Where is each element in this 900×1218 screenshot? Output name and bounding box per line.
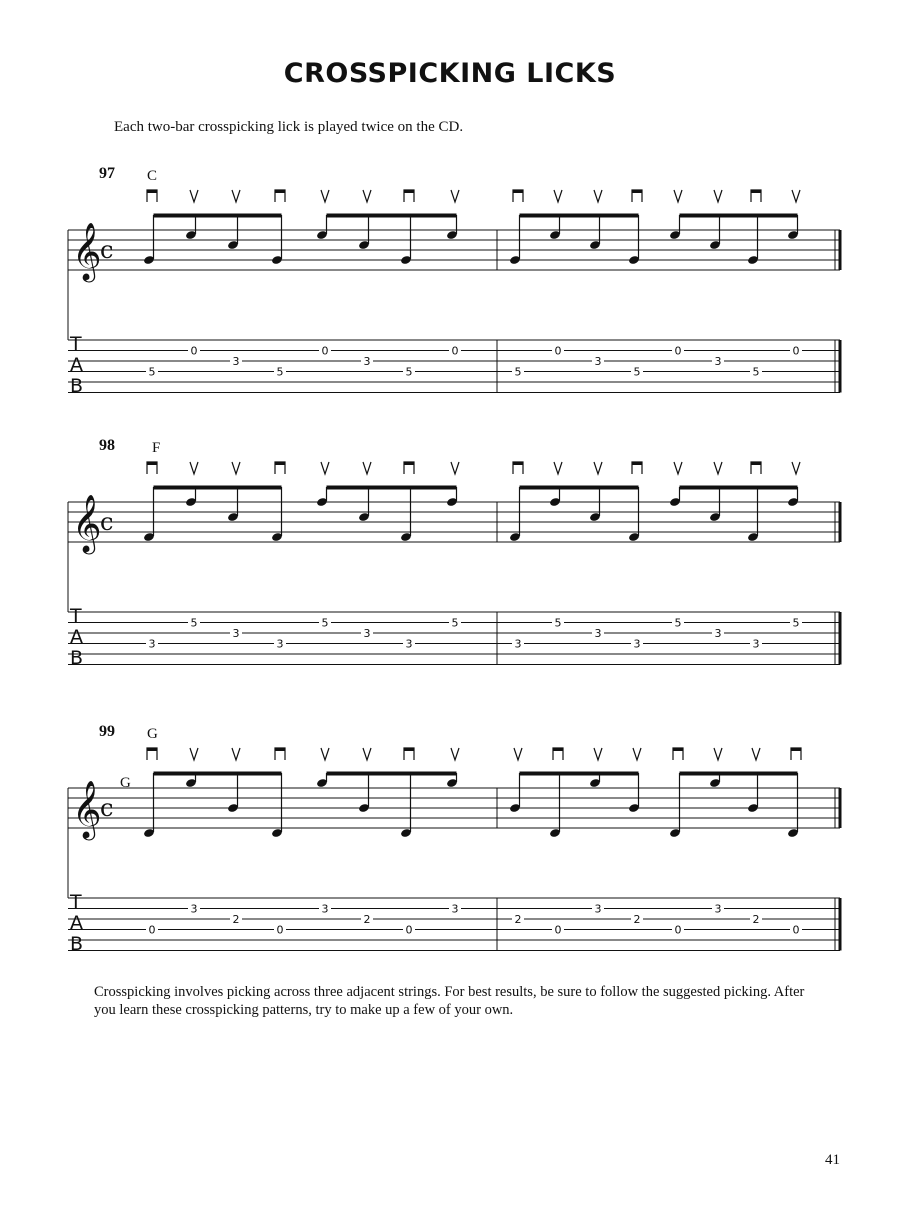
upstroke-mark [594,462,602,474]
page-title: CROSSPICKING LICKS [283,58,617,89]
treble-clef-icon: 𝄞 [72,494,102,552]
upstroke-mark [554,462,562,474]
fret-number: 0 [674,344,682,358]
fret-number: 3 [232,627,240,640]
beam [327,772,457,776]
downstroke-bar [275,462,285,465]
fret-number: 2 [363,913,371,926]
upstroke-mark [714,190,722,202]
tab-letter: B [70,647,84,669]
beam [327,214,457,218]
fret-number: 3 [752,637,760,651]
chord-symbol: C [147,168,158,184]
downstroke-bar [147,190,157,193]
fret-number: 5 [633,365,641,379]
upstroke-mark [594,190,602,202]
fret-number: 3 [321,902,329,916]
upstroke-mark [792,190,800,202]
fret-number: 5 [792,616,800,630]
fret-number: 3 [148,637,156,651]
fret-number: 3 [190,902,198,916]
fret-number: 5 [674,616,682,630]
fret-number: 3 [276,637,284,651]
downstroke-bar [404,748,414,751]
upstroke-mark [232,190,240,202]
upstroke-mark [674,190,682,202]
upstroke-mark [752,748,760,760]
beam [154,214,282,218]
lick-number: 97 [99,165,115,182]
upstroke-mark [714,748,722,760]
fret-number: 5 [148,365,156,379]
upstroke-mark [451,748,459,760]
fret-number: 0 [451,344,459,358]
notation-svg [0,718,900,963]
upstroke-mark [232,462,240,474]
beam [680,214,798,218]
downstroke-bar [147,462,157,465]
fret-number: 3 [405,637,413,651]
upstroke-mark [321,190,329,202]
downstroke-bar [751,462,761,465]
downstroke-bar [751,190,761,193]
chord-symbol-secondary: G [120,775,131,791]
beam [154,486,282,490]
downstroke-bar [404,462,414,465]
fret-number: 0 [276,923,284,937]
fret-number: 5 [276,365,284,379]
tab-letter: B [70,375,84,397]
upstroke-mark [363,462,371,474]
beam [327,486,457,490]
beam [520,772,639,776]
beam [520,214,639,218]
fret-number: 5 [554,616,562,630]
tab-letter: A [70,354,83,376]
fret-number: 3 [594,627,602,640]
fret-number: 0 [554,344,562,358]
notation-svg [0,432,900,672]
downstroke-bar [404,190,414,193]
beam [680,486,798,490]
fret-number: 3 [451,902,459,916]
fret-number: 3 [363,355,371,368]
fret-number: 3 [594,902,602,916]
tab-letter: T [70,605,82,627]
treble-clef-icon: 𝄞 [72,222,102,280]
fret-number: 0 [190,344,198,358]
fret-number: 3 [514,637,522,651]
fret-number: 5 [451,616,459,630]
upstroke-mark [363,748,371,760]
tab-letter: T [70,891,82,913]
tab-letter: A [70,626,83,648]
lick-99 [0,718,900,963]
fret-number: 2 [514,913,522,926]
page-number: 41 [825,1152,840,1168]
downstroke-bar [632,462,642,465]
fret-number: 0 [405,923,413,937]
tab-letter: B [70,933,84,955]
upstroke-mark [674,462,682,474]
upstroke-mark [554,190,562,202]
beam [154,772,282,776]
fret-number: 2 [232,913,240,926]
upstroke-mark [792,462,800,474]
fret-number: 0 [674,923,682,937]
downstroke-bar [553,748,563,751]
downstroke-bar [673,748,683,751]
beam [520,486,639,490]
common-time-icon: c [100,236,114,264]
upstroke-mark [321,462,329,474]
lick-number: 99 [99,723,115,740]
downstroke-bar [513,190,523,193]
upstroke-mark [190,748,198,760]
notation-svg [0,160,900,400]
fret-number: 3 [232,355,240,368]
fret-number: 2 [633,913,641,926]
lick-97 [0,160,900,400]
upstroke-mark [633,748,641,760]
fret-number: 5 [321,616,329,630]
fret-number: 2 [752,913,760,926]
treble-clef-icon: 𝄞 [72,780,102,838]
fret-number: 3 [363,627,371,640]
downstroke-bar [513,462,523,465]
upstroke-mark [190,190,198,202]
fret-number: 3 [714,902,722,916]
downstroke-bar [275,190,285,193]
tab-letter: A [70,912,83,934]
beam [680,772,798,776]
downstroke-bar [275,748,285,751]
downstroke-bar [791,748,801,751]
fret-number: 3 [633,637,641,651]
chord-symbol: F [152,440,161,456]
upstroke-mark [190,462,198,474]
fret-number: 5 [190,616,198,630]
upstroke-mark [714,462,722,474]
intro-text: Each two-bar crosspicking lick is played twice on the CD. [114,119,464,135]
fret-number: 0 [792,344,800,358]
upstroke-mark [514,748,522,760]
upstroke-mark [232,748,240,760]
common-time-icon: c [100,794,114,822]
upstroke-mark [594,748,602,760]
fret-number: 3 [714,627,722,640]
lick-98 [0,432,900,672]
fret-number: 5 [514,365,522,379]
fret-number: 3 [714,355,722,368]
upstroke-mark [451,190,459,202]
upstroke-mark [363,190,371,202]
fret-number: 0 [554,923,562,937]
common-time-icon: c [100,508,114,536]
fret-number: 0 [792,923,800,937]
chord-symbol: G [147,726,158,742]
fret-number: 0 [148,923,156,937]
tab-letter: T [70,333,82,355]
fret-number: 3 [594,355,602,368]
closing-text: Crosspicking involves picking across three adjacent strings. For best results, be sure to follow the suggested picking. After you learn these crosspicking patterns, try to make up a few of your own. [94,984,805,1018]
upstroke-mark [321,748,329,760]
fret-number: 5 [405,365,413,379]
fret-number: 5 [752,365,760,379]
downstroke-bar [632,190,642,193]
upstroke-mark [451,462,459,474]
lick-number: 98 [99,437,115,454]
downstroke-bar [147,748,157,751]
fret-number: 0 [321,344,329,358]
